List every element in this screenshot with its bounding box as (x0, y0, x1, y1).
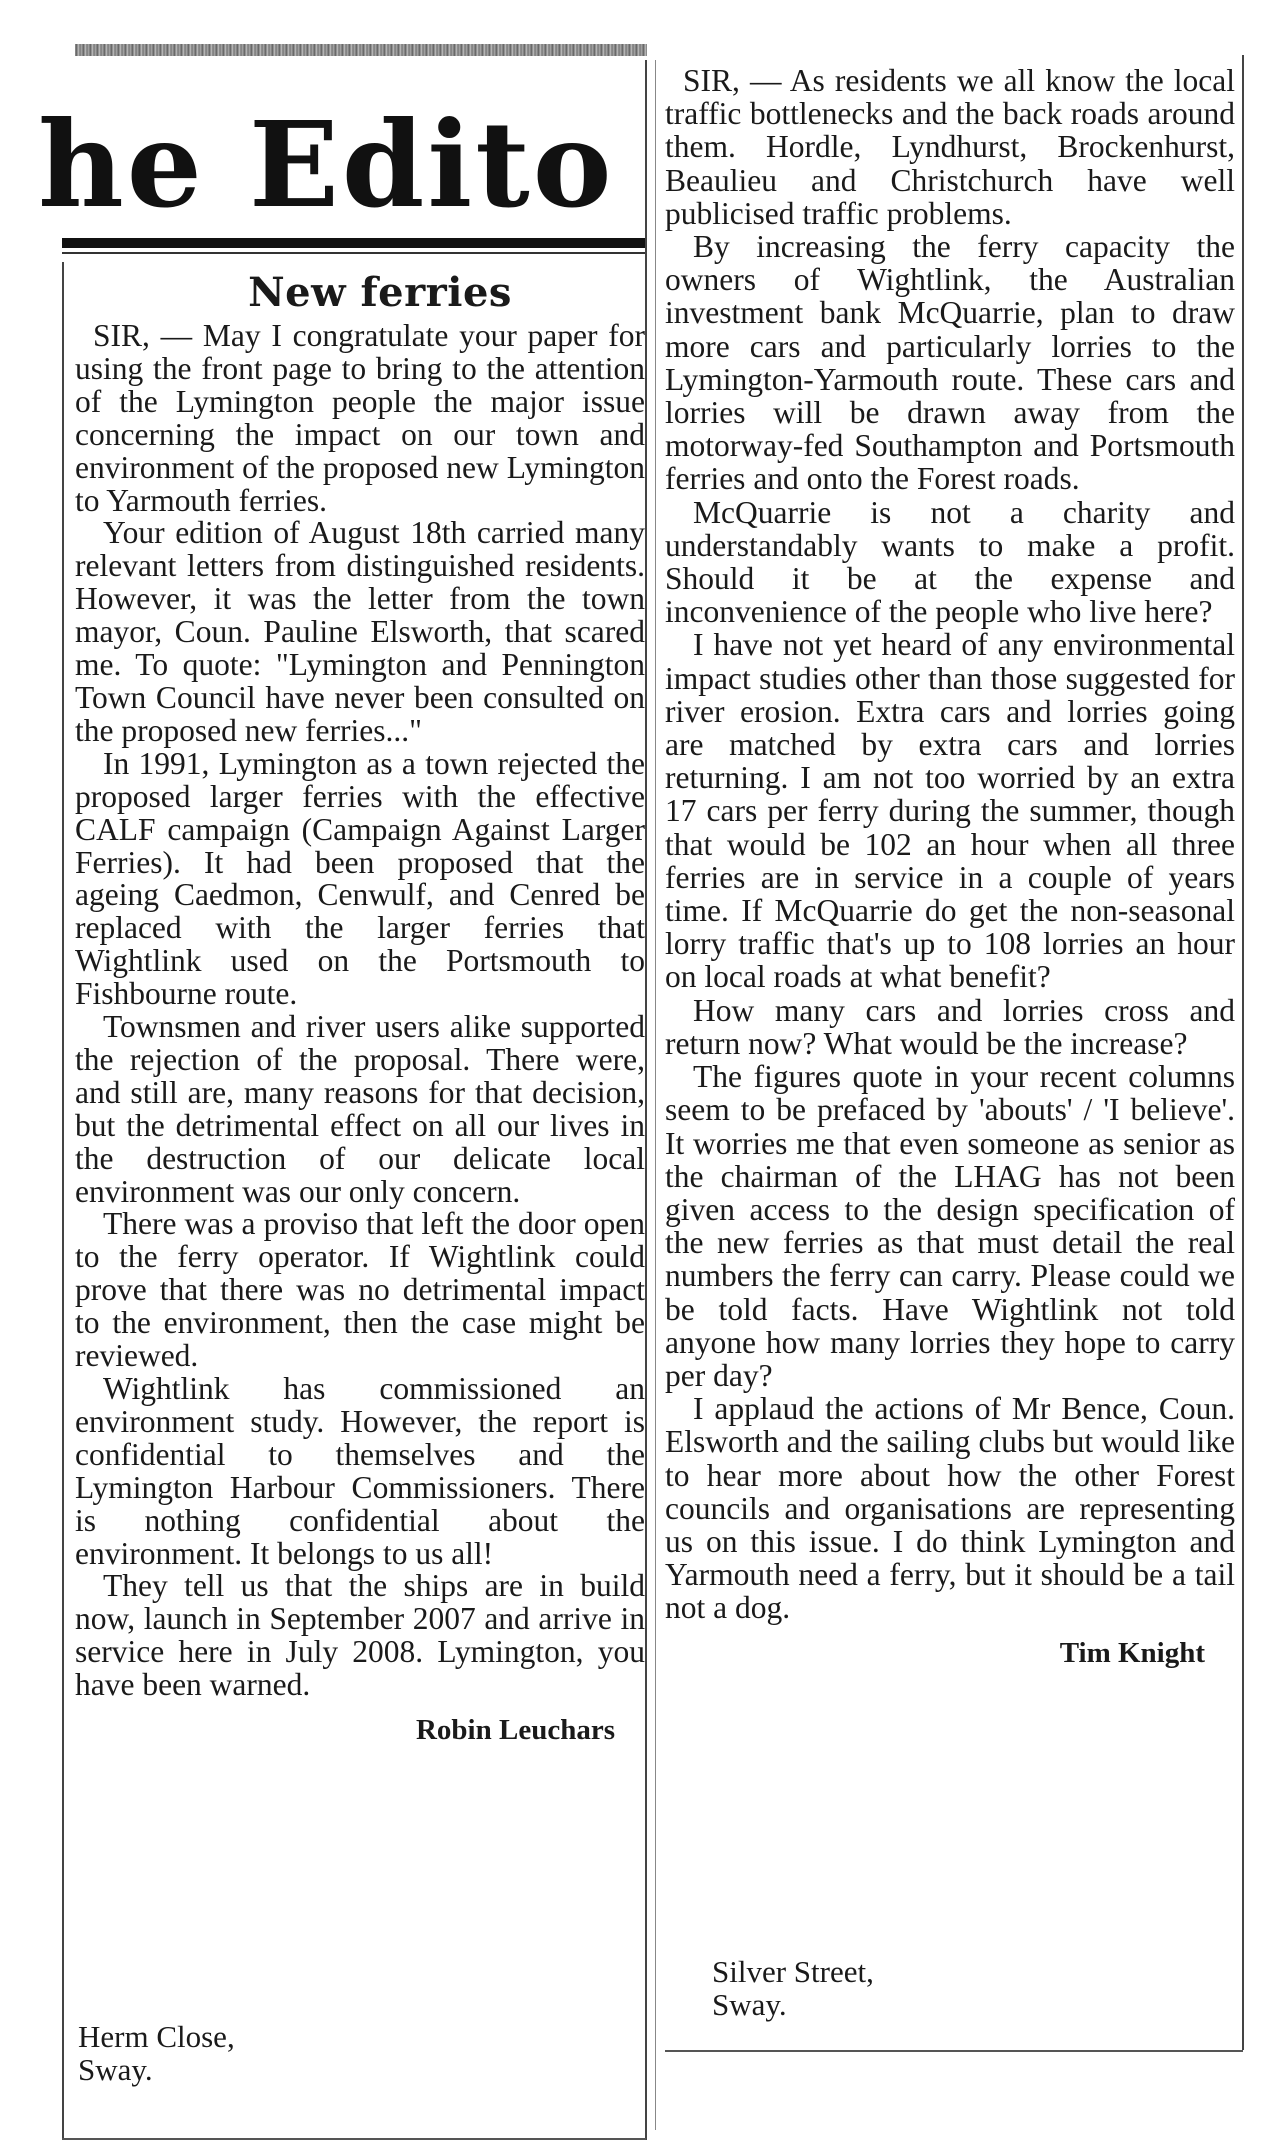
letter-paragraph: They tell us that the ships are in build now, launch in September 2007 and arrive in service here in July 2008. Lymington, you have been warned. (75, 1568, 645, 1703)
address-line: Silver Street, (712, 1954, 874, 1989)
masthead-rule-thick (62, 238, 646, 248)
letter-headline: New ferries (248, 269, 512, 316)
column-divider-inner (655, 60, 656, 2130)
letter-paragraph: SIR, — As residents we all know the local traffic bottlenecks and the back roads around them. Hordle, Lyndhurst, Brockenhurst, Beaulieu and Christchurch have well publicised traffic problems. (665, 63, 1235, 231)
address-line: Sway. (712, 1987, 787, 2022)
letter-paragraph: I have not yet heard of any environmental impact studies other than those suggested for river erosion. Extra cars and lorries going are matched by extra cars and lorries returning. I am not too worried by an extra 17 cars per ferry during the summer, though that would be 102 an hour when all three ferries are in service in a couple of years time. If McQuarrie do get the non-seasonal lorry traffic that's up to 108 lorries an hour on local roads at what benefit? (665, 627, 1235, 995)
letter-paragraph: In 1991, Lymington as a town rejected the proposed larger ferries with the effective CALF campaign (Campaign Against Larger Ferries). It had been proposed that the ageing Caedmon, Cenwulf, and Cenred be replaced with the larger ferries that Wightlink used on the Portsmouth to Fishbourne route. (75, 745, 645, 1012)
address-line: Herm Close, (78, 2019, 235, 2054)
letter-paragraph: Townsmen and river users alike supported the rejection of the proposal. There were, and still are, many reasons for that decision, but the detrimental effect on all our lives in the destruction of our delicate local environment was our only concern. (75, 1009, 645, 1209)
right-column-border-bottom (665, 2050, 1243, 2052)
column-divider (645, 60, 647, 2140)
letter-paragraph: Wightlink has commissioned an environment study. However, the report is confidential to themselves and the Lymington Harbour Commissioners. There is nothing confidential about the environment. It belongs to us all! (75, 1371, 645, 1571)
address-line: Sway. (78, 2052, 153, 2087)
letter-paragraph: Your edition of August 18th carried many relevant letters from distinguished residents. However, it was the letter from the town mayor, Coun. Pauline Elsworth, that scared me. To quote: "Lymington and Pennington Town Council have never been consulted on the proposed new ferries..." (75, 515, 645, 748)
masthead-title: he Edito (38, 102, 615, 228)
masthead-strip (75, 44, 647, 56)
letter-paragraph: I applaud the actions of Mr Bence, Coun. Elsworth and the sailing clubs but would like to hear more about how the other Forest councils and organisations are representing us on this issue. I do think Lymington and Yarmouth need a ferry, but it should be a tail not a dog. (665, 1391, 1235, 1626)
letter-signature: Robin Leuchars (415, 1714, 615, 1747)
letter-traffic (665, 64, 1235, 1673)
left-column-border-bottom (62, 2138, 646, 2140)
masthead-rule-thin (62, 252, 646, 254)
letter-new-ferries (75, 268, 645, 1750)
right-column-border-right (1242, 55, 1244, 2050)
letter-address (712, 1955, 874, 2021)
letter-paragraph: How many cars and lorries cross and return now? What would be the increase? (665, 992, 1235, 1061)
letter-paragraph: SIR, — May I congratulate your paper for using the front page to bring to the attention of the Lymington people the major issue concerning the impact on our town and environment of the proposed new Lymington to Yarmouth ferries. (75, 318, 645, 518)
letter-address (78, 2020, 235, 2086)
letter-signature: Tim Knight (1059, 1636, 1205, 1669)
left-column-border-left (62, 262, 64, 2140)
letter-paragraph: By increasing the ferry capacity the owners of Wightlink, the Australian investment bank McQuarrie, plan to draw more cars and particularly lorries to the Lymington-Yarmouth route. These cars and lorries will be drawn away from the motorway-fed Southampton and Portsmouth ferries and onto the Forest roads. (665, 229, 1235, 497)
letter-paragraph: There was a proviso that left the door open to the ferry operator. If Wightlink could prove that there was no detrimental impact to the environment, then the case might be reviewed. (75, 1206, 645, 1374)
letter-paragraph: The figures quote in your recent columns seem to be prefaced by 'abouts' / 'I believe'. It worries me that even someone as senior as the chairman of the LHAG has not been given access to the design specification of the new ferries as that must detail the real numbers the ferry can carry. Please could we be told facts. Have Wightlink not told anyone how many lorries they hope to carry per day? (665, 1059, 1235, 1393)
letter-paragraph: McQuarrie is not a charity and understandably wants to make a profit. Should it be at the expense and inconvenience of the people who live here? (665, 494, 1235, 630)
